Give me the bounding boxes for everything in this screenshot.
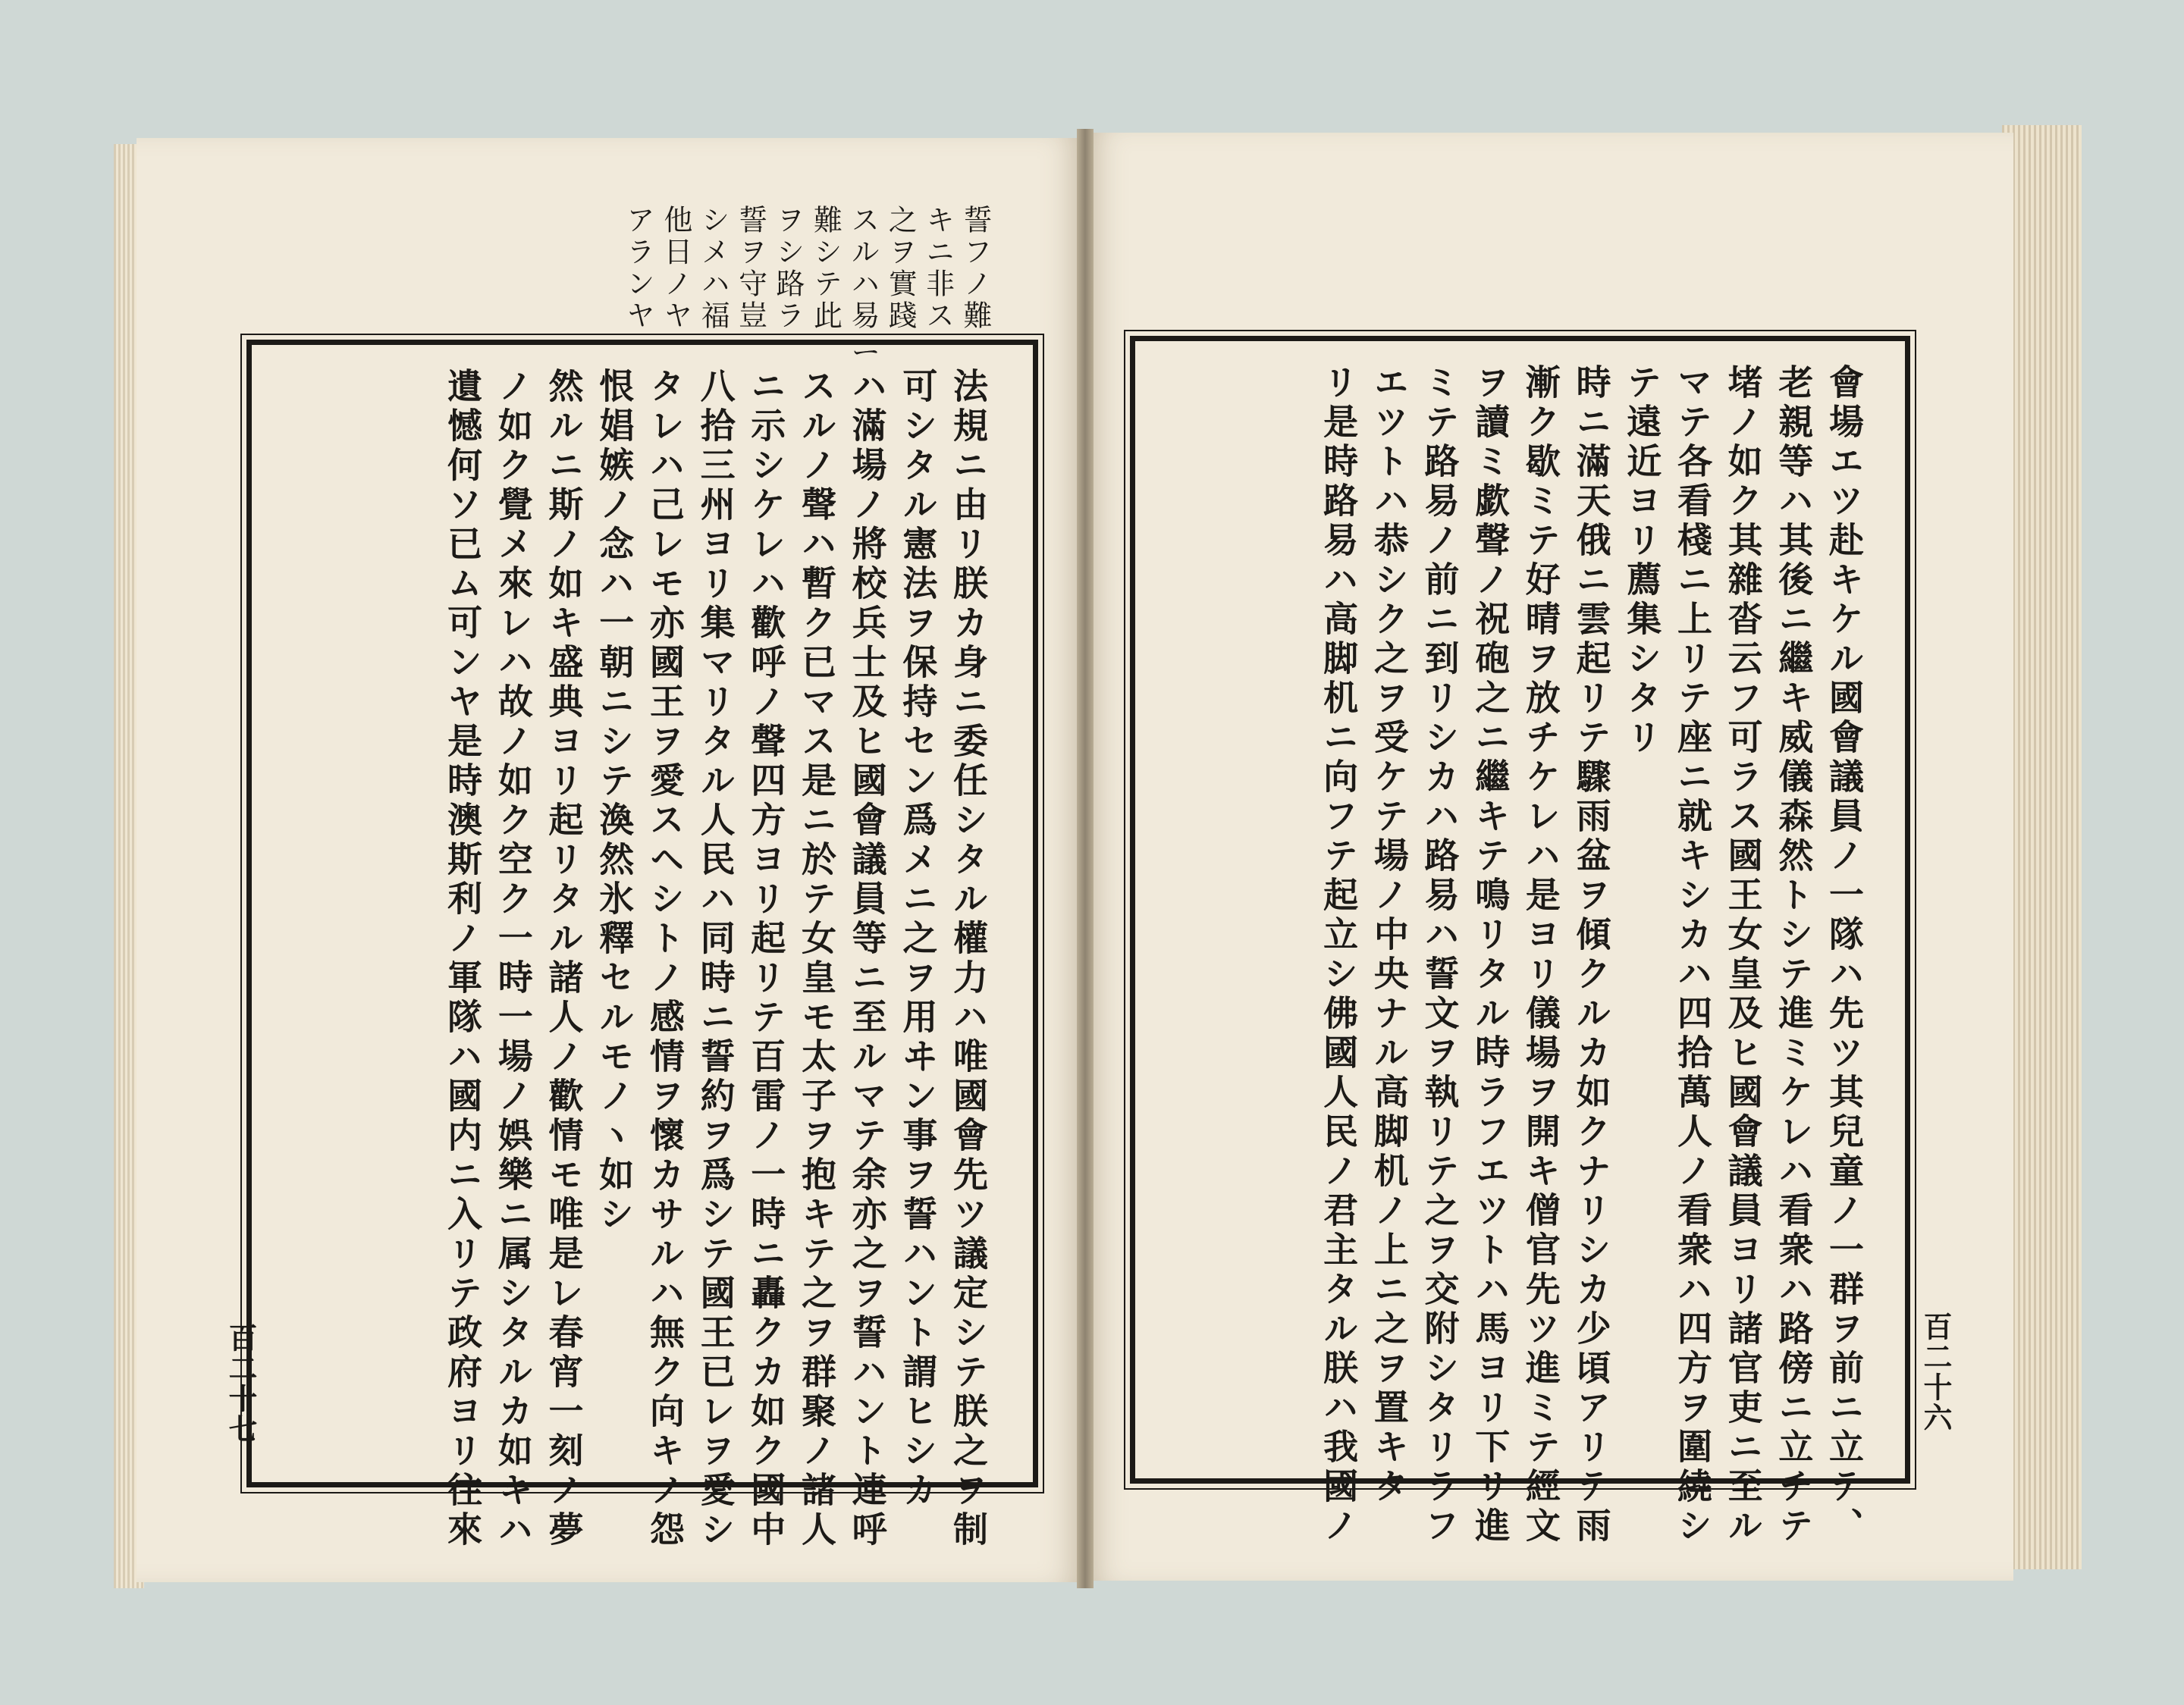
header-line: キニ非ス xyxy=(921,205,955,332)
book-gutter xyxy=(1077,129,1094,1588)
text-line: 漸ク歇ミテ好晴ヲ放チケレハ是ヨリ儀場ヲ開キ僧官先ツ進ミテ經文 xyxy=(1520,364,1561,1547)
text-line: ノ如ク覺メ來レハ故ノ如ク空ク一時一場ノ娯樂ニ属シタルカ如キハ xyxy=(492,368,534,1550)
text-line: タレハ己レモ亦國王ヲ愛スヘシトノ感情ヲ懷カサルハ無ク向キノ怨 xyxy=(644,368,686,1550)
text-line: 會場エツ赴キケル國會議員ノ一隊ハ先ツ其兒童ノ一群ヲ前ニ立テ、 xyxy=(1824,364,1865,1547)
header-line: 誓ヲ守豈 xyxy=(733,205,767,332)
text-line: 八拾三州ヨリ集マリタル人民ハ同時ニ誓約ヲ爲シテ國王已レヲ愛シ xyxy=(695,368,736,1550)
text-line: 老親等ハ其後ニ繼キ威儀森然トシテ進ミケレハ看衆ハ路傍ニ立チテ xyxy=(1773,364,1815,1547)
book-edge-right xyxy=(2002,125,2082,1569)
header-line: スルハ易ニ xyxy=(846,205,880,364)
header-line: 難シテ此 xyxy=(808,205,843,332)
header-line: シメハ福 xyxy=(696,205,730,332)
text-line: ハ滿場ノ將校兵士及ヒ國會議員等ニ至ルマテ余亦之ヲ誓ハント連呼 xyxy=(846,368,888,1550)
right-page-number: 百二十六 xyxy=(1919,1312,1953,1433)
text-line: リ是時路易ハ高脚机ニ向フテ起立シ佛國人民ノ君主タル朕ハ我國ノ xyxy=(1318,364,1360,1547)
text-line: 法規ニ由リ朕カ身ニ委任シタル權力ハ唯國會先ツ議定シテ朕之ヲ制 xyxy=(948,368,989,1550)
text-line: 時ニ滿天俄ニ雲起リテ驟雨盆ヲ傾クルカ如クナリシカ少頃アリテ雨 xyxy=(1571,364,1612,1547)
text-line: テ遠近ヨリ薦集シタリ xyxy=(1621,364,1663,758)
text-line: エツトハ恭シク之ヲ受ケテ場ノ中央ナル高脚机ノ上ニ之ヲ置キタ xyxy=(1368,364,1410,1507)
text-line: スルノ聲ハ暫ク已マス是ニ於テ女皇モ太子ヲ抱キテ之ヲ群聚ノ諸人 xyxy=(795,368,837,1550)
header-line: アランヤ xyxy=(621,205,655,332)
left-page-header xyxy=(621,205,993,364)
header-line: 之ヲ實踐 xyxy=(883,205,918,332)
text-line: 然ルニ斯ノ如キ盛典ヨリ起リタル諸人ノ歡情モ唯是レ春宵一刻ノ夢 xyxy=(543,368,585,1550)
text-line: ヲ讀ミ歔聲ノ祝砲之ニ繼キテ鳴リタル時ラフエツトハ馬ヨリ下リ進 xyxy=(1470,364,1511,1547)
text-line: 遺憾何ソ已ム可ンヤ是時澳斯利ノ軍隊ハ國内ニ入リテ政府ヨリ往來 xyxy=(442,368,484,1550)
right-page-body xyxy=(1156,364,1869,1547)
text-line: 堵ノ如ク其雜沓云フ可ラス國王女皇及ヒ國會議員ヨリ諸官吏ニ至ル xyxy=(1722,364,1764,1547)
left-page-body xyxy=(281,368,993,1550)
text-line: 恨娼嫉ノ念ハ一朝ニシテ渙然氷釋セルモノヽ如シ xyxy=(594,368,635,1235)
text-line: マテ各看棧ニ上リテ座ニ就キシカハ四拾萬人ノ看衆ハ四方ヲ圍繞シ xyxy=(1671,364,1713,1547)
left-page-number: 百二十七 xyxy=(224,1323,258,1444)
header-line: 誓フノ難 xyxy=(959,205,992,332)
header-line: 他日ノヤ xyxy=(658,205,692,332)
text-line: ミテ路易ノ前ニ到リシカハ路易ハ誓文ヲ執リテ之ヲ交附シタリラフ xyxy=(1419,364,1461,1547)
text-line: 可シタル憲法ヲ保持セン爲メニ之ヲ用ヰン事ヲ誓ハント謂ヒシカ xyxy=(897,368,939,1511)
text-line: ニ示シケレハ歡呼ノ聲四方ヨリ起リテ百雷ノ一時ニ轟クカ如ク國中 xyxy=(745,368,787,1550)
header-line: ヲシ路ラ xyxy=(771,205,805,332)
